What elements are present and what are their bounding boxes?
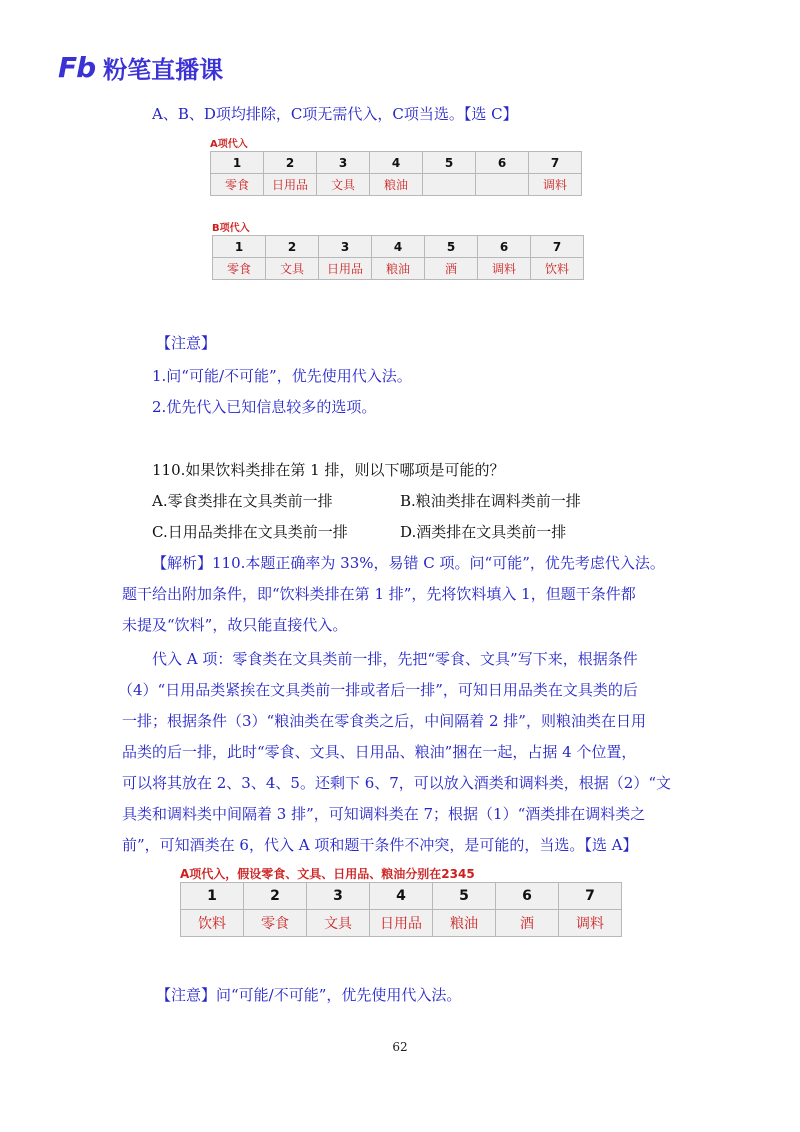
table-cell-item: 调料 <box>559 910 622 937</box>
logo-mark: Fb <box>58 50 96 84</box>
analysis-line: 代入 A 项：零食类在文具类前一排，先把“零食、文具”写下来，根据条件 <box>152 650 638 668</box>
note-item-2: 2.优先代入已知信息较多的选项。 <box>152 398 377 416</box>
table-cell-item: 饮料 <box>531 258 584 280</box>
table-cell-item: 零食 <box>213 258 266 280</box>
analysis-line: 具类和调料类中间隔着 3 排”，可知调料类在 7；根据（1）“酒类排在调料类之 <box>122 805 646 823</box>
table-cell-number: 5 <box>423 152 476 174</box>
table-cell-number: 1 <box>181 883 244 910</box>
table-cell-item: 粮油 <box>370 174 423 196</box>
table-title: A项代入，假设零食、文具、日用品、粮油分别在2345 <box>180 867 475 881</box>
table-cell-number: 6 <box>496 883 559 910</box>
table-cell-item: 饮料 <box>181 910 244 937</box>
table-cell-item: 日用品 <box>319 258 372 280</box>
table-cell-item <box>423 174 476 196</box>
option-b: B.粮油类排在调料类前一排 <box>400 492 581 510</box>
answer-line-109: A、B、D项均排除，C项无需代入，C项当选。【选 C】 <box>152 105 518 123</box>
table-cell-number: 2 <box>244 883 307 910</box>
table-cell-item: 调料 <box>529 174 582 196</box>
note-item-1: 1.问“可能/不可能”，优先使用代入法。 <box>152 367 412 385</box>
table-cell-number: 3 <box>319 236 372 258</box>
table-cell-number: 3 <box>307 883 370 910</box>
table-cell-item: 零食 <box>211 174 264 196</box>
analysis-line: 一排；根据条件（3）“粮油类在零食类之后，中间隔着 2 排”，则粮油类在日用 <box>122 712 646 730</box>
analysis-line: 前”，可知酒类在 6，代入 A 项和题干条件不冲突，是可能的，当选。【选 A】 <box>122 836 638 854</box>
table-title: A项代入 <box>210 139 248 150</box>
table-cell-item: 文具 <box>317 174 370 196</box>
table-cell-item: 文具 <box>266 258 319 280</box>
table-cell-number: 6 <box>478 236 531 258</box>
table-cell-number: 5 <box>433 883 496 910</box>
table-cell-number: 7 <box>531 236 584 258</box>
table-cell-number: 4 <box>372 236 425 258</box>
table-cell-number: 4 <box>370 152 423 174</box>
table-cell-item: 粮油 <box>433 910 496 937</box>
table-title: B项代入 <box>212 223 250 234</box>
analysis-line: 可以将其放在 2、3、4、5。还剩下 6、7，可以放入酒类和调料类，根据（2）“文 <box>122 774 672 792</box>
table-cell-item: 文具 <box>307 910 370 937</box>
table-cell-number: 7 <box>529 152 582 174</box>
option-a: A.零食类排在文具类前一排 <box>152 492 333 510</box>
table-cell-number: 1 <box>213 236 266 258</box>
table-cell-number: 7 <box>559 883 622 910</box>
table-cell-number: 5 <box>425 236 478 258</box>
table-cell-number: 4 <box>370 883 433 910</box>
brand-logo <box>58 52 223 82</box>
table-cell-number: 3 <box>317 152 370 174</box>
table-cell-item: 粮油 <box>372 258 425 280</box>
table-cell-number: 2 <box>264 152 317 174</box>
table-cell-number: 6 <box>476 152 529 174</box>
analysis-line: 品类的后一排，此时“零食、文具、日用品、粮油”捆在一起，占据 4 个位置， <box>122 743 637 761</box>
table-option-b <box>212 222 584 280</box>
analysis-line: 未提及“饮料”，故只能直接代入。 <box>122 616 348 634</box>
note-heading: 【注意】 <box>156 334 217 352</box>
table-cell-item: 日用品 <box>264 174 317 196</box>
page-number: 62 <box>392 1040 408 1054</box>
option-d: D.酒类排在文具类前一排 <box>400 523 567 541</box>
table-cell-item: 酒 <box>496 910 559 937</box>
analysis-line: 题干给出附加条件，即“饮料类排在第 1 排”，先将饮料填入 1，但题干条件都 <box>122 585 636 603</box>
table-cell-number: 1 <box>211 152 264 174</box>
table-cell-item: 日用品 <box>370 910 433 937</box>
table-cell-item: 零食 <box>244 910 307 937</box>
table-option-a-assumed <box>180 866 622 937</box>
table-cell-item: 酒 <box>425 258 478 280</box>
table-cell-item <box>476 174 529 196</box>
option-c: C.日用品类排在文具类前一排 <box>152 523 348 541</box>
table-cell-number: 2 <box>266 236 319 258</box>
analysis-line: （4）“日用品类紧挨在文具类前一排或者后一排”，可知日用品类在文具类的后 <box>118 681 638 699</box>
note-final: 【注意】问“可能/不可能”，优先使用代入法。 <box>156 986 462 1004</box>
analysis-line: 【解析】110.本题正确率为 33%，易错 C 项。问“可能”，优先考虑代入法。 <box>152 554 665 572</box>
question-110: 110.如果饮料类排在第 1 排，则以下哪项是可能的？ <box>152 461 505 479</box>
table-option-a <box>210 138 582 196</box>
logo-text: 粉笔直播课 <box>103 55 224 84</box>
table-cell-item: 调料 <box>478 258 531 280</box>
